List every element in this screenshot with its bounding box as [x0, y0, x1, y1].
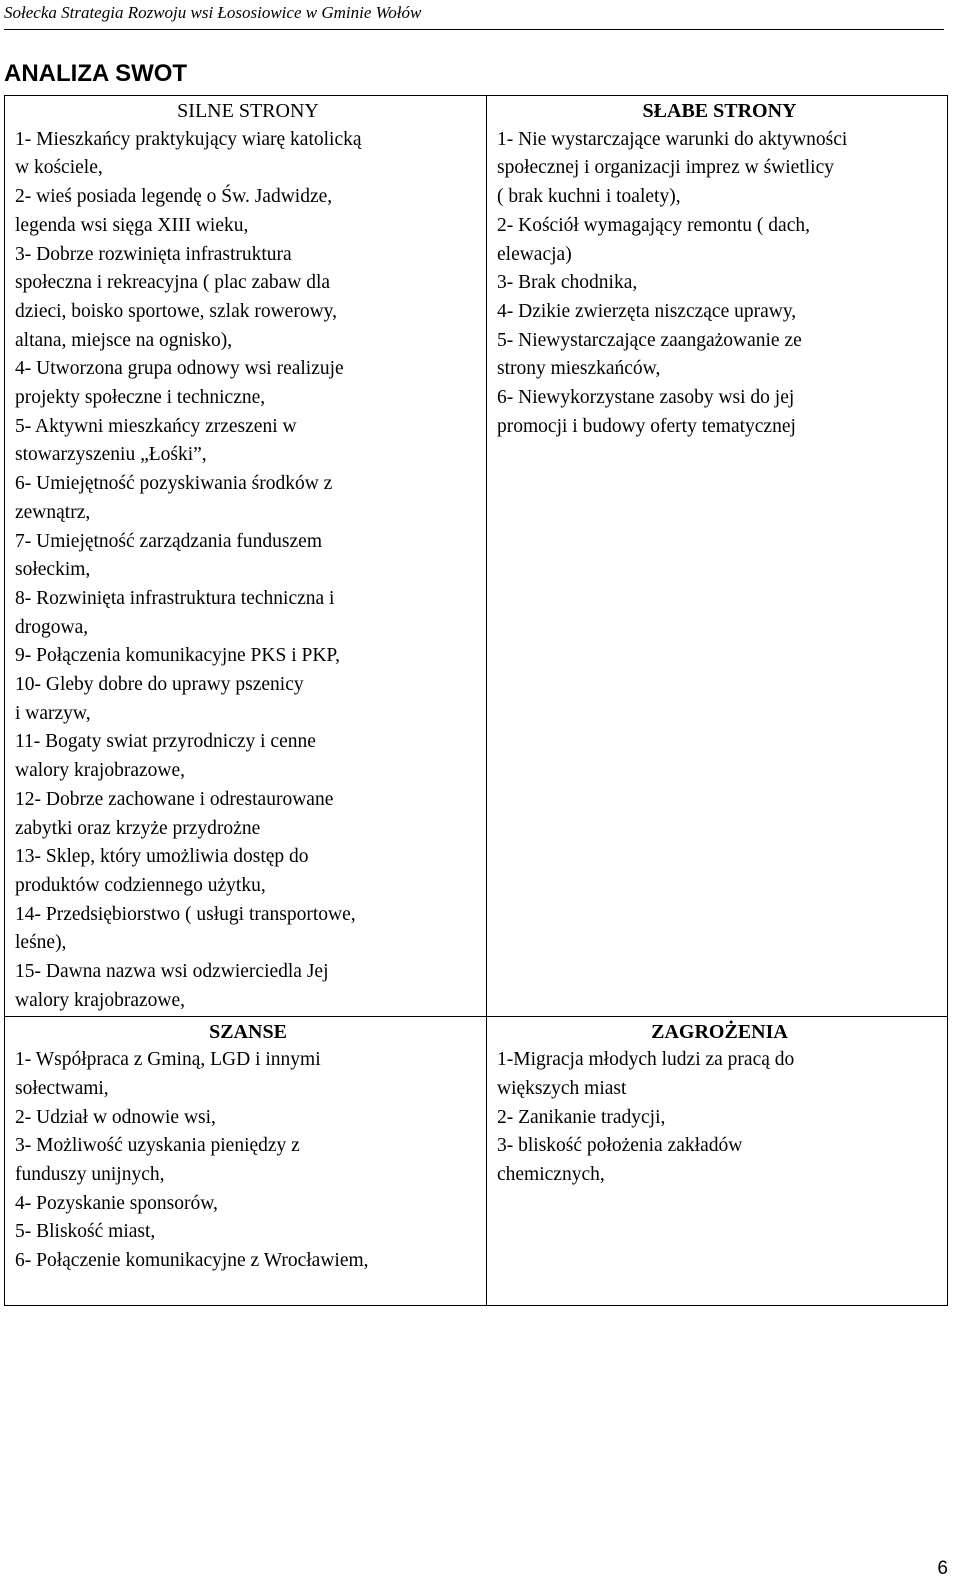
list-line: 10- Gleby dobre do uprawy pszenicy: [15, 674, 304, 696]
list-line: 6- Niewykorzystane zasoby wsi do jej: [497, 387, 795, 409]
list-line: 14- Przedsiębiorstwo ( usługi transportowe,: [15, 903, 356, 925]
list-line: 6- Umiejętność pozyskiwania środków z: [15, 473, 333, 495]
list-line: 4- Utworzona grupa odnowy wsi realizuje: [15, 358, 344, 380]
opportunities-title: SZANSE: [209, 1020, 287, 1043]
weaknesses-title: SŁABE STRONY: [642, 100, 797, 122]
list-line: altana, miejsce na ognisko),: [15, 329, 233, 351]
list-line: społecznej i organizacji imprez w świetlicy: [497, 157, 834, 179]
strengths-cell: [5, 96, 487, 1017]
list-line: dzieci, boisko sportowe, szlak rowerowy,: [15, 300, 338, 322]
threats-cell: [487, 1016, 948, 1305]
list-line: 7- Umiejętność zarządzania funduszem: [15, 530, 322, 552]
list-line: 1- Mieszkańcy praktykujący wiarę katolicką: [15, 128, 362, 150]
list-line: strony mieszkańców,: [497, 358, 661, 380]
list-line: 4- Pozyskanie sponsorów,: [15, 1192, 218, 1214]
list-line: 5- Aktywni mieszkańcy zrzeszeni w: [15, 415, 297, 437]
weaknesses-list: [497, 126, 942, 442]
list-line: 6- Połączenie komunikacyjne z Wrocławiem,: [15, 1250, 369, 1272]
list-line: i warzyw,: [15, 702, 91, 724]
swot-row-top: [5, 96, 948, 1017]
list-line: 9- Połączenia komunikacyjne PKS i PKP,: [15, 645, 340, 667]
list-line: walory krajobrazowe,: [15, 989, 186, 1011]
list-line: sołectwami,: [15, 1077, 109, 1099]
list-line: elewacja): [497, 243, 572, 265]
list-line: 8- Rozwinięta infrastruktura techniczna i: [15, 587, 335, 609]
list-line: 5- Bliskość miast,: [15, 1221, 156, 1243]
running-header: [4, 0, 944, 30]
list-line: funduszy unijnych,: [15, 1164, 165, 1186]
list-line: 15- Dawna nazwa wsi odzwierciedla Jej: [15, 961, 329, 983]
list-line: zabytki oraz krzyże przydrożne: [15, 817, 261, 839]
list-line: sołeckim,: [15, 559, 91, 581]
swot-table: [4, 95, 948, 1306]
list-line: drogowa,: [15, 616, 89, 638]
list-line: leśne),: [15, 932, 67, 954]
list-line: 2- wieś posiada legendę o Św. Jadwidze,: [15, 186, 333, 208]
list-line: większych miast: [497, 1077, 627, 1099]
list-line: 11- Bogaty swiat przyrodniczy i cenne: [15, 731, 316, 753]
list-line: 2- Kościół wymagający remontu ( dach,: [497, 214, 810, 236]
opportunities-list: [15, 1046, 481, 1276]
list-line: chemicznych,: [497, 1164, 605, 1186]
list-line: 1- Współpraca z Gminą, LGD i innymi: [15, 1049, 321, 1071]
list-line: 3- Możliwość uzyskania pieniędzy z: [15, 1135, 300, 1157]
section-title: ANALIZA SWOT: [4, 60, 188, 87]
list-line: legenda wsi sięga XIII wieku,: [15, 214, 249, 236]
list-line: promocji i budowy oferty tematycznej: [497, 415, 796, 437]
list-line: 12- Dobrze zachowane i odrestaurowane: [15, 788, 334, 810]
list-line: ( brak kuchni i toalety),: [497, 186, 681, 208]
strengths-list: [15, 126, 481, 1016]
list-line: walory krajobrazowe,: [15, 760, 186, 782]
list-line: społeczna i rekreacyjna ( plac zabaw dla: [15, 272, 331, 294]
threats-title: ZAGROŻENIA: [651, 1020, 788, 1043]
list-line: 4- Dzikie zwierzęta niszczące uprawy,: [497, 300, 797, 322]
list-line: 2- Zanikanie tradycji,: [497, 1106, 666, 1128]
list-line: 1- Nie wystarczające warunki do aktywności: [497, 128, 848, 150]
list-line: 13- Sklep, który umożliwia dostęp do: [15, 846, 309, 868]
swot-row-bottom: [5, 1016, 948, 1305]
list-line: produktów codziennego użytku,: [15, 874, 266, 896]
list-line: 3- Brak chodnika,: [497, 272, 638, 294]
weaknesses-cell: [487, 96, 948, 1017]
list-line: 3- Dobrze rozwinięta infrastruktura: [15, 243, 292, 265]
list-line: w kościele,: [15, 157, 103, 179]
list-line: 5- Niewystarczające zaangażowanie ze: [497, 329, 802, 351]
page-number: 6: [937, 1558, 948, 1579]
running-header-title: Sołecka Strategia Rozwoju wsi Łososiowice w Gminie Wołów: [4, 3, 422, 22]
list-line: zewnątrz,: [15, 501, 91, 523]
list-line: 1-Migracja młodych ludzi za pracą do: [497, 1049, 795, 1071]
list-line: stowarzyszeniu „Łośki”,: [15, 444, 207, 466]
opportunities-cell: [5, 1016, 487, 1305]
list-line: projekty społeczne i techniczne,: [15, 387, 266, 409]
list-line: 2- Udział w odnowie wsi,: [15, 1106, 216, 1128]
strengths-title: SILNE STRONY: [177, 100, 319, 122]
threats-list: [497, 1046, 942, 1190]
list-line: 3- bliskość położenia zakładów: [497, 1135, 743, 1157]
